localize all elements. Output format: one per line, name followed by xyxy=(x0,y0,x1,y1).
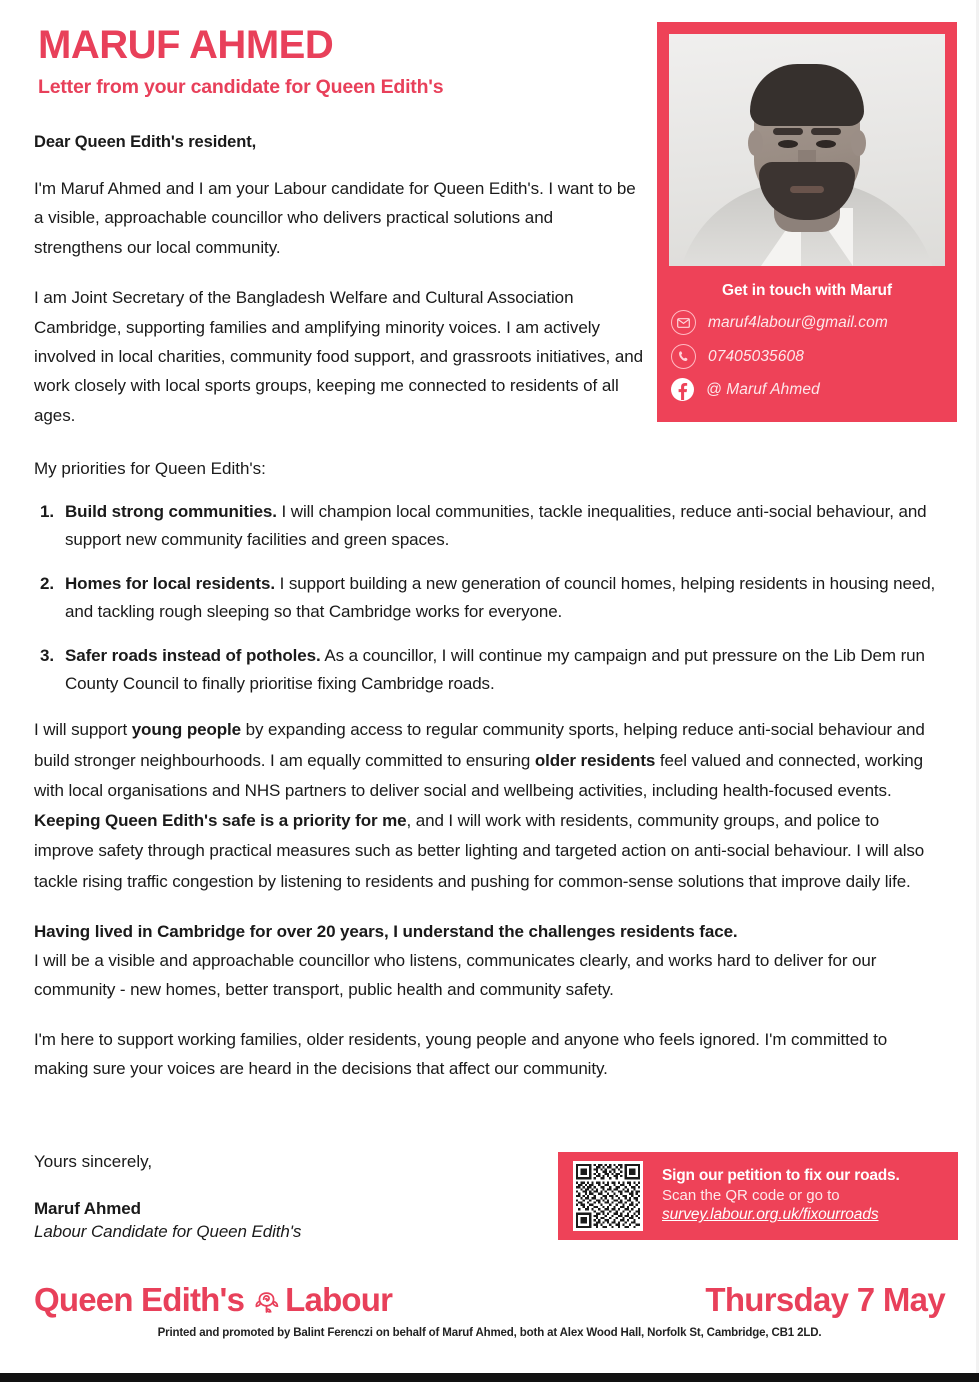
branding-ward-name: Queen Edith's xyxy=(34,1281,245,1318)
p3-part-e: feel valued and connected, working with local organisations and NHS partners to deliver social and wellbeing activities, including health-focused events. xyxy=(34,750,923,800)
contact-row-phone[interactable] xyxy=(657,344,957,369)
petition-url-link[interactable]: survey.labour.org.uk/fixourroads xyxy=(662,1206,879,1224)
contact-phone-value: 07405035608 xyxy=(708,347,804,365)
qr-code-icon xyxy=(576,1164,640,1228)
election-date: Thursday 7 May xyxy=(705,1281,945,1318)
letter-body-wide xyxy=(34,455,936,1103)
page-title: MARUF AHMED xyxy=(38,23,334,67)
letter-body-narrow xyxy=(34,133,644,451)
p3-part-c: by expanding access to regular community sports, helping reduce anti-social behaviour and build stronger neighbourhoods. I am equally committed to ensuring xyxy=(34,720,925,770)
branding-logo xyxy=(34,1281,392,1319)
contact-email-value: maruf4labour@gmail.com xyxy=(708,313,888,331)
labour-rose-icon xyxy=(250,1284,283,1317)
priority-title-1: Build strong communities. xyxy=(65,502,277,522)
salutation: Dear Queen Edith's resident, xyxy=(34,133,257,151)
contact-card xyxy=(657,22,957,422)
letter-paragraph-4 xyxy=(34,917,936,1005)
priority-item-1 xyxy=(65,498,936,553)
priorities-list xyxy=(34,498,936,697)
signature-role: Labour Candidate for Queen Edith's xyxy=(34,1222,302,1241)
letter-paragraph-1: I'm Maruf Ahmed and I am your Labour candidate for Queen Edith's. I want to be a visible, approachable councillor who delivers practical solutions and strengthens our local community. xyxy=(34,179,636,257)
priority-title-3: Safer roads instead of potholes. xyxy=(65,646,321,666)
p3-part-g: , and I will work with residents, community groups, and police to improve safety through practical measures such as better lighting and targeted action on anti-social behaviour. I will also tackle rising traffic congestion by listening to residents and pushing for common-sense solutions that improve daily life. xyxy=(34,811,925,891)
facebook-icon xyxy=(671,378,694,401)
p3-bold-keeping-safe: Keeping Queen Edith's safe is a priority for me xyxy=(34,811,407,831)
signoff-block xyxy=(34,1152,301,1242)
phone-icon xyxy=(671,344,696,369)
letter-paragraph-3 xyxy=(34,715,936,897)
priority-item-3 xyxy=(65,642,936,697)
petition-subtitle: Scan the QR code or go to xyxy=(662,1186,840,1204)
priority-body-1: I will champion local communities, tackle inequalities, reduce anti-social behaviour, and support new community facilities and green spaces. xyxy=(65,502,927,549)
p3-bold-older-residents: older residents xyxy=(534,750,656,770)
branding-party-name: Labour xyxy=(285,1281,393,1318)
signature-name: Maruf Ahmed xyxy=(34,1199,141,1218)
petition-title: Sign our petition to fix our roads. xyxy=(662,1167,900,1185)
priorities-lead: My priorities for Queen Edith's: xyxy=(34,459,266,478)
petition-text-block xyxy=(662,1166,900,1225)
contact-row-facebook[interactable] xyxy=(657,378,957,401)
petition-banner[interactable] xyxy=(558,1152,958,1240)
priority-title-2: Homes for local residents. xyxy=(65,574,275,594)
imprint-text: Printed and promoted by Balint Ferenczi on behalf of Maruf Ahmed, both at Alex Wood Hall, Norfolk St, Cambridge, CB1 2LD. xyxy=(157,1327,822,1339)
header-subtitle: Letter from your candidate for Queen Edith's xyxy=(38,76,444,98)
scan-bottom-edge xyxy=(0,1373,979,1382)
yours-sincerely: Yours sincerely, xyxy=(34,1152,153,1171)
contact-row-email[interactable] xyxy=(657,310,957,335)
qr-code-frame[interactable] xyxy=(570,1158,646,1234)
contact-facebook-value: @ Maruf Ahmed xyxy=(706,380,820,398)
paragraph-4-body: I will be a visible and approachable councillor who listens, communicates clearly, and works hard to deliver for our community - new homes, better transport, public health and community safety. xyxy=(34,951,877,1000)
priority-body-3: As a councillor, I will continue my campaign and put pressure on the Lib Dem run County Council to finally prioritise fixing Cambridge roads. xyxy=(65,646,925,693)
contact-heading: Get in touch with Maruf xyxy=(722,282,892,299)
letter-paragraph-2: I am Joint Secretary of the Bangladesh Welfare and Cultural Association Cambridge, supporting families and amplifying minority voices. I am actively involved in local charities, community food support, and grassroots initiatives, and work closely with local sports groups, keeping me connected to residents of all ages. xyxy=(34,288,644,425)
priority-item-2 xyxy=(65,570,936,625)
priority-body-2: I support building a new generation of council homes, helping residents in housing need, and tackling rough sleeping so that Cambridge works for everyone. xyxy=(65,574,936,621)
letter-header xyxy=(38,24,638,99)
p3-bold-young-people: young people xyxy=(131,720,242,740)
candidate-photo xyxy=(669,34,945,266)
letter-paragraph-5: I'm here to support working families, older residents, young people and anyone who feels ignored. I'm committed to making sure your voices are heard in the decisions that affect our community. xyxy=(34,1029,888,1078)
candidate-photo-frame xyxy=(657,22,957,266)
p3-part-a: I will support xyxy=(34,720,132,740)
paragraph-4-bold-lead: Having lived in Cambridge for over 20 years, I understand the challenges residents face. xyxy=(34,921,738,941)
envelope-icon xyxy=(671,310,696,335)
